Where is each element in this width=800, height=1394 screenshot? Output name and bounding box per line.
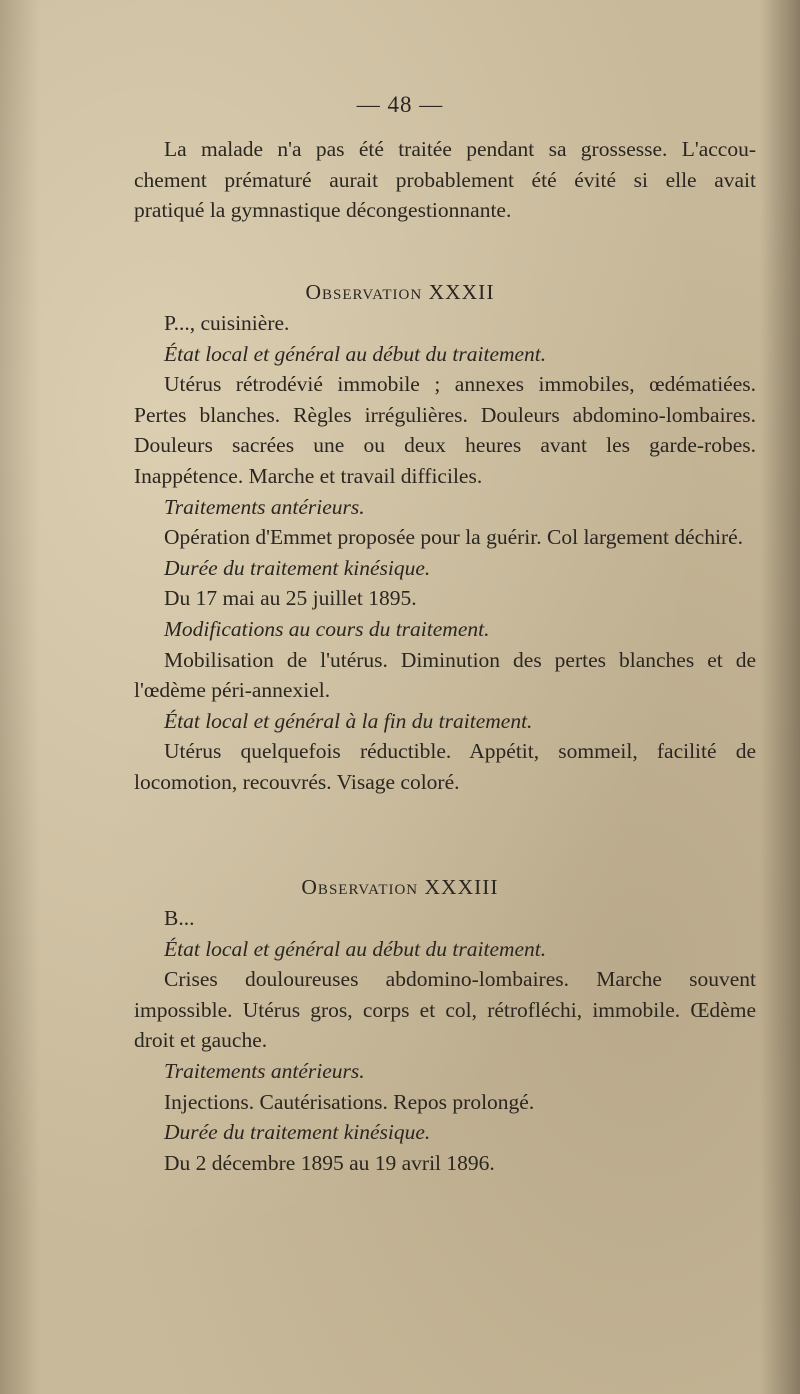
obs33-patient: B... bbox=[164, 906, 195, 930]
obs32-etat-fin-text: Utérus quelquefois réductible. Appétit, sommeil, facilité de locomotion, recouvrés. Visage coloré. bbox=[134, 739, 756, 794]
obs32-etat-debut-label: État local et général au début du traitement. bbox=[164, 341, 547, 366]
obs33-traitements-text: Injections. Cautérisations. Repos prolongé. bbox=[164, 1089, 535, 1114]
obs32-duree-label: Durée du traitement kinésique. bbox=[164, 555, 431, 580]
observation-32 bbox=[134, 308, 756, 798]
observation-33-heading-wrap bbox=[0, 875, 800, 900]
obs33-duree-text: Du 2 décembre 1895 au 19 avril 1896. bbox=[164, 1150, 495, 1175]
intro-line-2: chement prématuré aurait probablement été évité si elle avait bbox=[134, 167, 756, 192]
obs32-etat-debut-text: Utérus rétrodévié immobile ; annexes immobiles, œdématiées. Pertes blanches. Règles irrégulières. Douleurs abdomino-lombaires. Douleurs sacrées une ou deux heures avant les garde-robes. Inappétence. Marche et travail difficiles. bbox=[134, 372, 756, 488]
observation-33 bbox=[134, 903, 756, 1178]
obs33-etat-debut-label: État local et général au début du traitement. bbox=[164, 936, 547, 961]
observation-33-heading: Observation XXXIII bbox=[301, 875, 499, 899]
obs32-traitements-label: Traitements antérieurs. bbox=[164, 494, 365, 519]
obs33-etat-debut-text: Crises douloureuses abdomino-lombaires. Marche souvent impossible. Utérus gros, corps et col, rétrofléchi, immobile. Œdème droit et gauche. bbox=[134, 967, 756, 1053]
intro-paragraph bbox=[134, 134, 756, 226]
obs32-traitements-text: Opération d'Emmet proposée pour la guérir. Col largement déchiré. bbox=[164, 525, 744, 550]
obs32-modif-label: Modifications au cours du traitement. bbox=[164, 616, 490, 641]
obs32-etat-fin-label: État local et général à la fin du traitement. bbox=[164, 708, 533, 733]
observation-32-heading-wrap bbox=[0, 280, 800, 305]
obs32-duree-text: Du 17 mai au 25 juillet 1895. bbox=[164, 586, 417, 611]
intro-line-3: pratiqué la gymnastique décongestionnante. bbox=[134, 198, 512, 223]
obs32-modif-text: Mobilisation de l'utérus. Diminution des pertes blanches et de l'œdème péri-annexiel. bbox=[134, 647, 756, 703]
page-number: — 48 — bbox=[356, 92, 444, 117]
obs33-traitements-label: Traitements antérieurs. bbox=[164, 1058, 365, 1083]
observation-32-heading: Observation XXXII bbox=[305, 280, 495, 304]
obs33-duree-label: Durée du traitement kinésique. bbox=[164, 1120, 431, 1145]
intro-line-1: La malade n'a pas été traitée pendant sa grossesse. L'accou- bbox=[164, 137, 756, 161]
obs32-patient: P..., cuisinière. bbox=[164, 311, 290, 335]
